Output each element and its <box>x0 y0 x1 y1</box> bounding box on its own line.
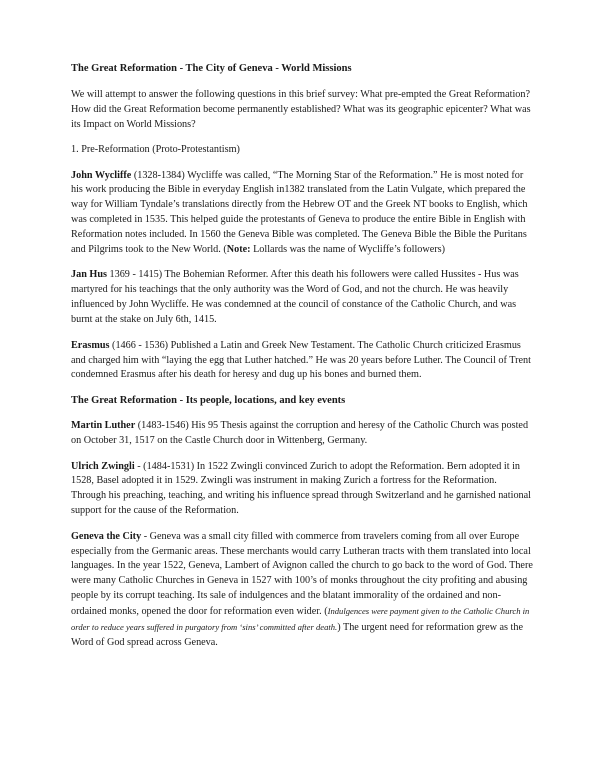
paragraph-geneva <box>71 530 533 651</box>
document-title: The Great Reformation - The City of Geneva - World Missions <box>71 63 352 74</box>
intro-paragraph: We will attempt to answer the following questions in this brief survey: What pre-empted the Great Reformation? How did the Great Reformation become permanently established? What was its geographic epicenter? What was its Impact on World Missions? <box>71 88 531 130</box>
paragraph-zwingli <box>71 460 533 520</box>
paragraph-wycliffe <box>71 169 533 258</box>
luther-text: (1483-1546) His 95 Thesis against the corruption and heresy of the Catholic Church was posted on October 31, 1517 on the Castle Church door in Wittenberg, Germany. <box>71 420 529 447</box>
note-label: Note: <box>226 244 251 256</box>
indulgences-note: Indulgences were payment given to the Catholic Church in order to reduce years suffered in purgatory from ‘sins’ committed after death. <box>71 606 530 633</box>
section-heading-great-reformation: The Great Reformation - Its people, locations, and key events <box>71 394 346 406</box>
geneva-heading: Geneva the City <box>71 530 142 542</box>
person-name-wycliffe: John Wycliffe <box>71 169 132 181</box>
paragraph-luther <box>71 419 533 449</box>
erasmus-text: (1466 - 1536) Published a Latin and Greek New Testament. The Catholic Church criticized Erasmus and charged him with “laying the egg that Luther hatched.” He was 20 years before Luther. The Council of Trent condemned Erasmus after his death for heresy and dug up his bones and burned them. <box>71 339 531 381</box>
document-page <box>71 62 533 661</box>
paragraph-erasmus <box>71 339 533 384</box>
section-heading-pre-reformation: 1. Pre-Reformation (Proto-Protestantism) <box>71 144 240 156</box>
zwingli-text: - (1484-1531) In 1522 Zwingli convinced Zurich to adopt the Reformation. Bern adopted it in 1528, Basel adopted it in 1529. Zwingli was instrument in making Zurich a fortress for the Reformation. Through his preaching, teaching, and writing his influence spread through Switzerland and he garnished national support for the cause of the Reformation. <box>71 460 532 517</box>
geneva-text: - Geneva was a small city filled with commerce from travelers coming from all over Europe especially from the Germanic areas. These merchants would carry Lutheran tracts with them translated into local languages. In the year 1522, Geneva, Lambert of Avignon called the church to go back to the word of God. There were many Catholic Churches in Geneva in 1527 with 100’s of monks throughout the city profiting and abusing people by its corrupt teaching. Its sale of indulgences and the blatant immorality of the ordained and non-ordained monks, opened the door for reformation even wider. ( <box>71 530 533 618</box>
person-name-erasmus: Erasmus <box>71 339 110 351</box>
person-name-luther: Martin Luther <box>71 420 136 432</box>
wycliffe-text: (1328-1384) Wycliffe was called, “The Morning Star of the Reformation.” He is most noted for his work producing the Bible in everyday English in1382 translated from the Latin Vulgate, which prepared the way for William Tyndale’s translations directly from the Hebrew OT and the Greek NT books to English, which was completed in 1535. This helped guide the protestants of Geneva to produce the entire Bible in English with Reformation notes included. In 1560 the Geneva Bible was completed. The Geneva Bible the Bible the Puritans and Pilgrims took to the New World. ( <box>71 169 528 256</box>
note-text: Lollards was the name of Wycliffe’s followers) <box>250 244 446 256</box>
person-name-zwingli: Ulrich Zwingli <box>71 460 135 472</box>
paragraph-hus <box>71 268 533 328</box>
person-name-hus: Jan Hus <box>71 269 107 281</box>
geneva-tail: ) The urgent need for reformation grew as the Word of God spread across Geneva. <box>71 622 523 648</box>
hus-text: 1369 - 1415) The Bohemian Reformer. After this death his followers were called Hussites - Hus was martyred for his teachings that the only authority was the Word of God, and not the church. He was heavily influenced by John Wycliffe. He was condemned at the council of constance of the Catholic Church, and was burnt at the stake on July 6th, 1415. <box>71 269 519 326</box>
